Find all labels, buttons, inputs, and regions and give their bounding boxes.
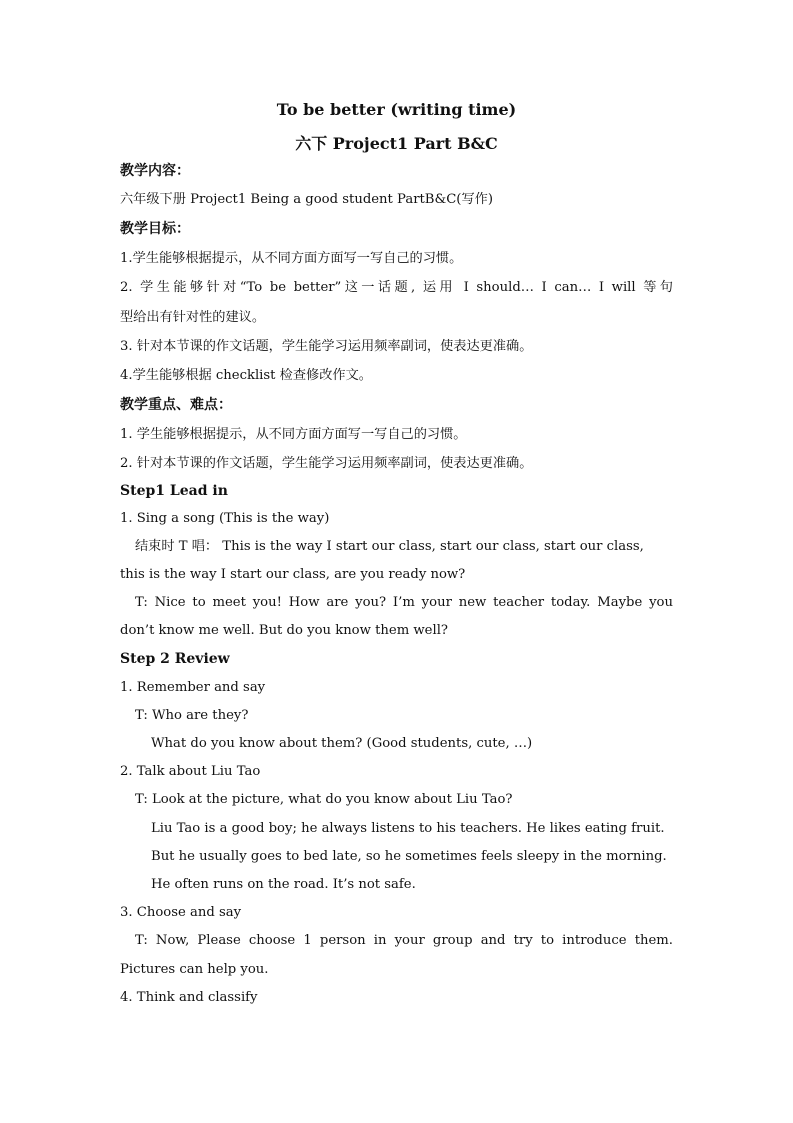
step2-item-2: 2. Talk about Liu Tao	[120, 764, 261, 779]
document-title: To be better (writing time)	[276, 100, 517, 119]
goal-2-line-1: 2. 学生能够针对“To be better”这一话题, 运用 I should… I can… I will 等句	[120, 280, 673, 295]
step1-line-d: don’t know me well. But do you know them well?	[120, 623, 448, 638]
step2-item-4: 4. Think and classify	[120, 990, 258, 1005]
step1-line-b: this is the way I start our class, are you ready now?	[120, 567, 466, 582]
step2-item-2-line-c: He often runs on the road. It’s not safe.	[151, 877, 416, 892]
step2-item-1: 1. Remember and say	[120, 680, 266, 695]
goal-4: 4.学生能够根据 checklist 检查修改作文。	[120, 368, 372, 383]
step1-heading: Step1 Lead in	[120, 483, 228, 499]
step1-line-c: T: Nice to meet you! How are you? I’m your new teacher today. Maybe you	[135, 595, 673, 610]
keypoint-1: 1. 学生能够根据提示，从不同方面方面写一写自己的习惯。	[120, 427, 467, 442]
step2-item-3: 3. Choose and say	[120, 905, 242, 920]
keypoints-heading: 教学重点、难点：	[120, 397, 232, 413]
step2-item-2-line-a: Liu Tao is a good boy; he always listens to his teachers. He likes eating fruit.	[151, 821, 665, 836]
goal-1: 1.学生能够根据提示，从不同方面方面写一写自己的习惯。	[120, 251, 463, 266]
step2-item-3-teacher: T: Now, Please choose 1 person in your group and try to introduce them.	[135, 933, 673, 948]
content-heading: 教学内容：	[120, 163, 190, 179]
keypoint-2: 2. 针对本节课的作文话题，学生能学习运用频率副词，使表达更准确。	[120, 456, 533, 471]
goal-3: 3. 针对本节课的作文话题，学生能学习运用频率副词，使表达更准确。	[120, 339, 533, 354]
step2-item-3-line-b: Pictures can help you.	[120, 962, 269, 977]
step2-heading: Step 2 Review	[120, 651, 230, 667]
content-text: 六年级下册 Project1 Being a good student PartB&C(写作)	[120, 192, 493, 207]
goal-2-line-2: 型给出有针对性的建议。	[120, 310, 266, 325]
step2-item-1-teacher: T: Who are they?	[135, 708, 249, 723]
step2-item-2-line-b: But he usually goes to bed late, so he sometimes feels sleepy in the morning.	[151, 849, 667, 864]
step2-item-1-question: What do you know about them? (Good students, cute, …)	[151, 736, 533, 751]
step2-item-2-teacher: T: Look at the picture, what do you know about Liu Tao?	[135, 792, 513, 807]
step1-item-1: 1. Sing a song (This is the way)	[120, 511, 330, 526]
document-subtitle: 六下 Project1 Part B&C	[295, 134, 498, 153]
goals-heading: 教学目标：	[120, 221, 190, 237]
step1-line-a: 结束时 T 唱： This is the way I start our class, start our class, start our class,	[135, 539, 644, 554]
